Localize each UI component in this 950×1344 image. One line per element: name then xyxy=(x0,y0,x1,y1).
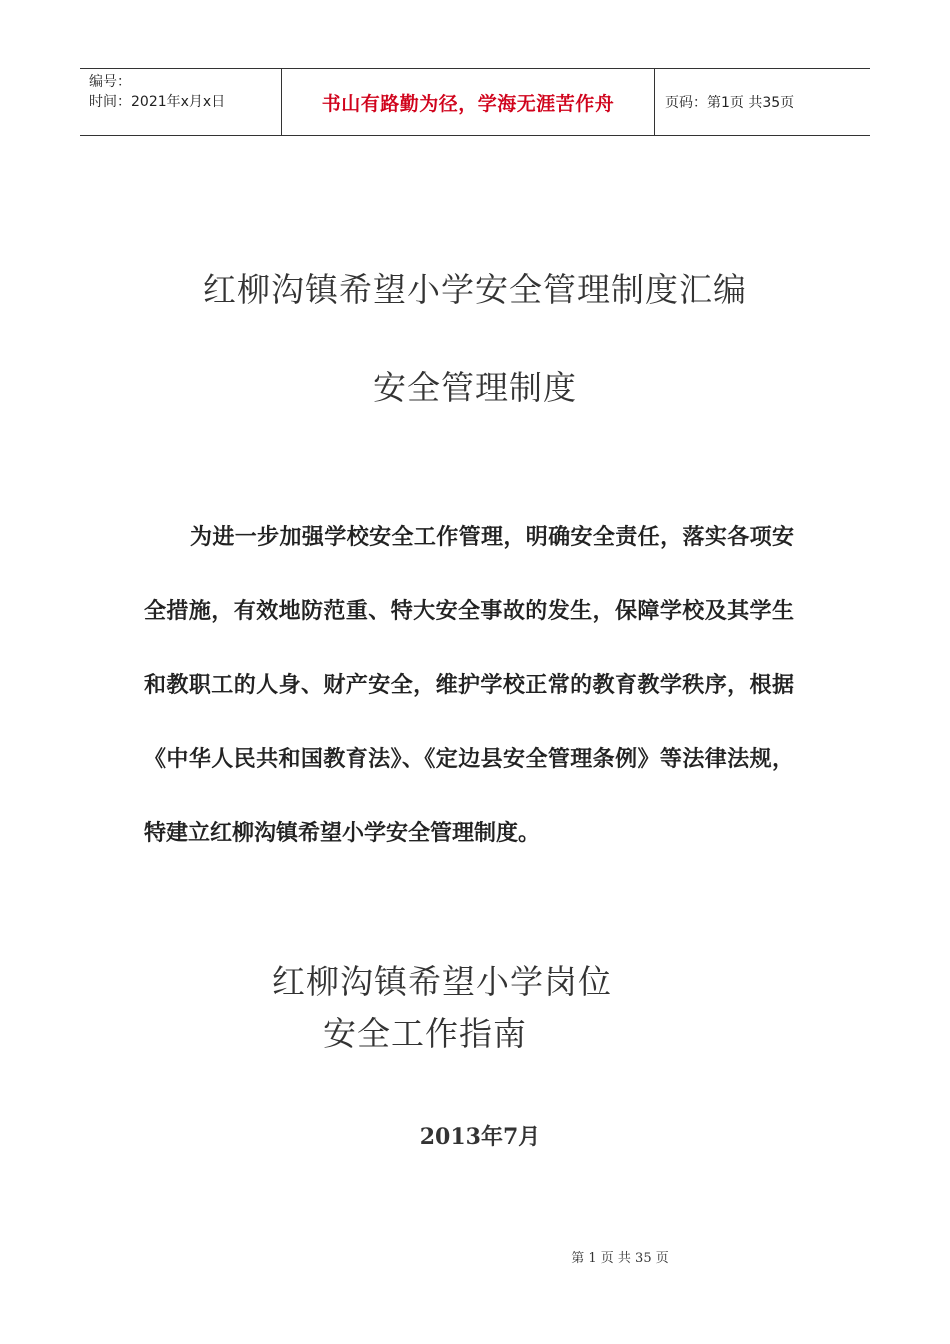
page-header xyxy=(80,68,870,136)
header-motto: 书山有路勤为径，学海无涯苦作舟 xyxy=(321,92,615,115)
document-number-label: 编号： xyxy=(89,74,131,90)
header-page-cell xyxy=(655,69,870,135)
intro-paragraph: 为进一步加强学校安全工作管理，明确安全责任，落实各项安全措施，有效地防范重、特大安全事故的发生，保障学校及其学生和教职工的人身、财产安全，维护学校正常的教育教学秩序，根据《中华人民共和国教育法》、《定边县安全管理条例》等法律法规，特建立红柳沟镇希望小学安全管理制度。 xyxy=(144,524,794,846)
header-meta-cell xyxy=(80,69,282,135)
header-page-info: 页码：第1页 共35页 xyxy=(665,95,795,111)
header-motto-cell xyxy=(282,69,655,135)
document-time-label: 时间：2021年x月x日 xyxy=(89,94,226,110)
document-sub-title: 安全管理制度 xyxy=(373,368,577,407)
guide-title xyxy=(262,956,622,1060)
guide-title-line2: 安全工作指南 xyxy=(323,1014,527,1053)
page-footer: 第 1 页 共 35 页 xyxy=(571,1251,669,1266)
document-date: 2013年7月 xyxy=(419,1124,541,1150)
document-main-title: 红柳沟镇希望小学安全管理制度汇编 xyxy=(203,270,747,309)
guide-title-line1: 红柳沟镇希望小学岗位 xyxy=(272,962,612,1001)
